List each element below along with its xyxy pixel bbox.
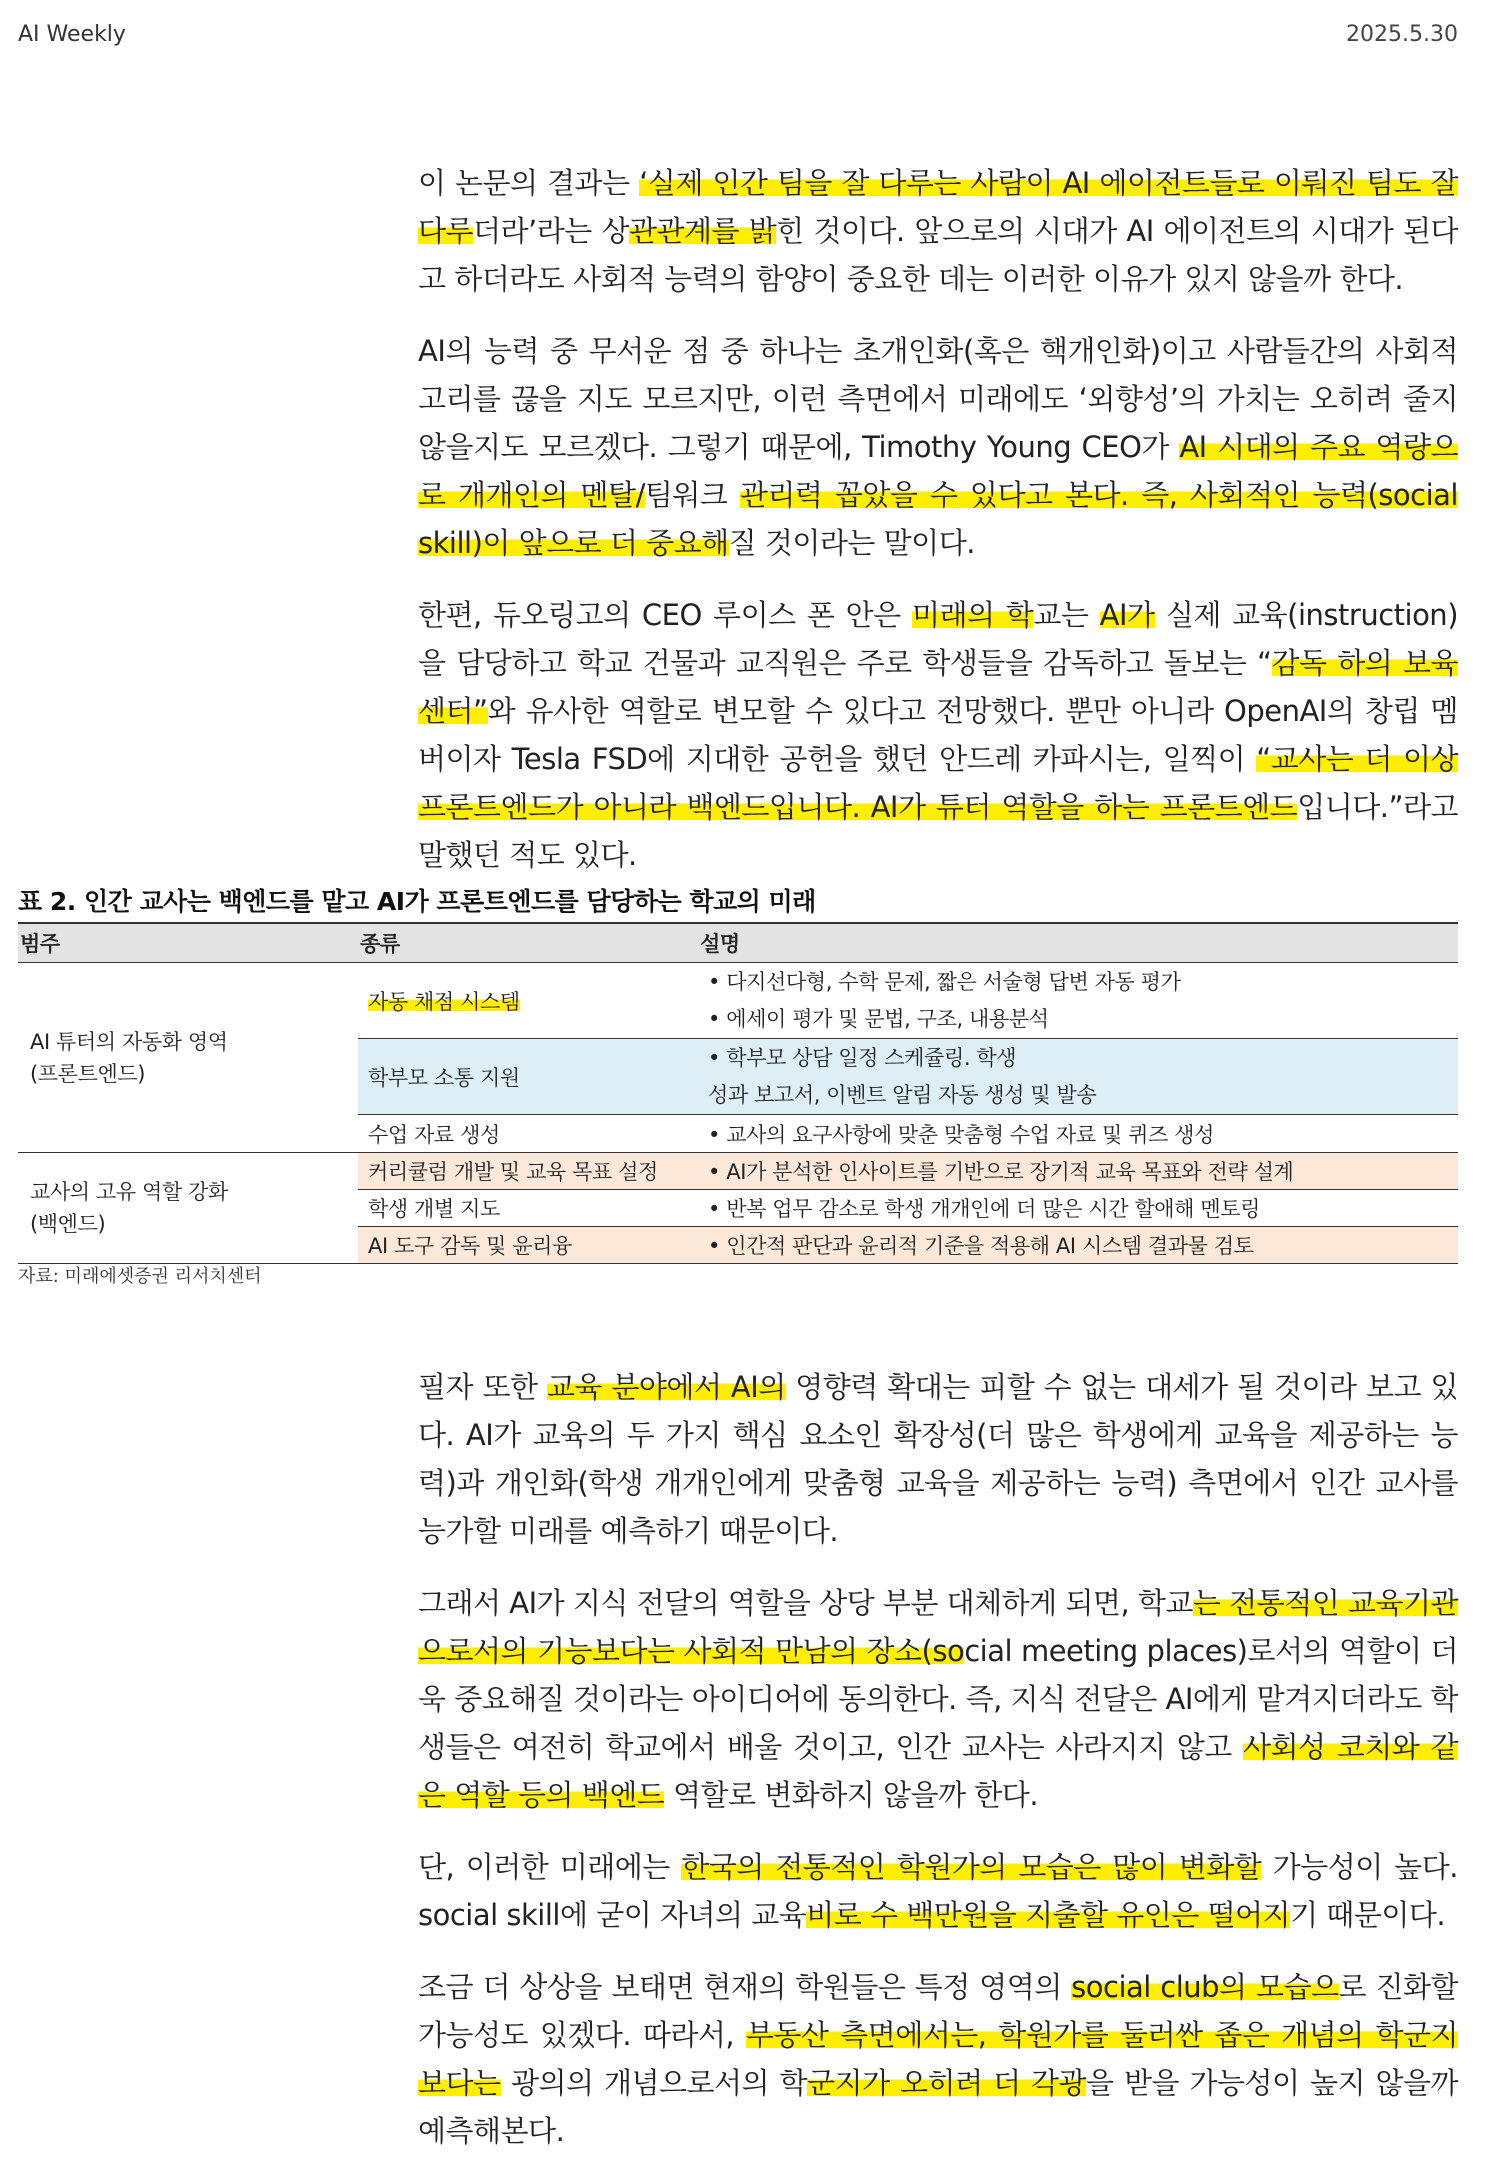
highlighted-text: 교육 분야에서 AI의 — [546, 1370, 786, 1404]
highlighted-text: 관리력 꼽았을 수 있다고 본다. 즉, 사회적인 능력(social skill)이 앞으로 더 중요해 — [418, 478, 1458, 560]
highlighted-text: AI 시대의 주요 역량으로 개개인의 멘탈/ — [418, 430, 1458, 512]
desc-cell: • AI가 분석한 인사이트를 기반으로 장기적 교육 목표와 전략 설계 — [698, 1153, 1458, 1190]
highlighted-text: ‘실제 인간 팀을 잘 다루는 사람이 AI 에이전트들로 이뤄진 팀도 잘 다루 — [418, 166, 1458, 248]
kind-cell: 학부모 소통 지원 — [358, 1039, 698, 1115]
highlighted-text: “교사는 더 이상 프론트엔드가 아니라 백엔드입니다. AI가 튜터 역할을 하는 프론트엔드 — [418, 742, 1459, 824]
outro-body — [418, 1363, 1458, 2179]
highlighted-text: AI가 — [1099, 598, 1155, 632]
paragraph — [418, 591, 1458, 879]
text-run: 이 논문의 결과는 — [418, 166, 640, 200]
text-run: 힌 것이다. 앞으로의 시대가 AI 에이전트의 시대가 된다고 하더라도 사회적 능력의 함양이 중요한 데는 이러한 이유가 있지 않을까 한다. — [418, 214, 1458, 296]
table-row — [18, 963, 1458, 1039]
paragraph — [418, 1579, 1458, 1819]
text-run: cial meeting places)로서의 역할이 더욱 중요해질 것이라는 아이디어에 동의한다. 즉, 지식 전달은 AI에게 맡겨지더라도 학생들은 여전히 학교에서 배울 것이고, 인간 교사는 사라지지 않고 — [418, 1634, 1458, 1764]
kind-cell: 커리큘럼 개발 및 교육 목표 설정 — [358, 1153, 698, 1190]
table-source: 자료: 미래에셋증권 리서치센터 — [18, 1266, 262, 1287]
text-run: 영향력 확대는 피할 수 없는 대세가 될 것이라 보고 있다. AI가 교육의 두 가지 핵심 요소인 확장성(더 많은 학생에게 교육을 제공하는 능력)과 개인화(학생 개개인에게 맞춤형 교육을 제공하는 능력) 측면에서 인간 교사를 능가할 미래를 예측하기 때문이다. — [418, 1370, 1458, 1548]
table-row — [18, 1153, 1458, 1190]
highlighted-text: 감독 하의 보육 센터” — [418, 646, 1458, 728]
text-run: 가능성이 높다. social skill에 굳이 자녀의 교육 — [418, 1850, 1458, 1932]
desc-cell: • 반복 업무 감소로 학생 개개인에 더 많은 시간 할애해 멘토링 — [698, 1190, 1458, 1227]
desc-cell: • 교사의 요구사항에 맞춘 맞춤형 수업 자료 및 퀴즈 생성 — [698, 1115, 1458, 1153]
highlighted-text: 는 전통적인 교육기관으로서의 기능보다는 사회적 만남의 장소(so — [418, 1586, 1458, 1668]
text-run: 더라’라는 상 — [473, 214, 630, 248]
text-run: 그래서 AI가 지식 전달의 역할을 상당 부분 대체하게 되면, 학교 — [418, 1586, 1193, 1620]
highlighted-text: 부동산 측면에서는, 학원가를 둘러싼 좁은 개념의 학군지보다는 — [418, 2018, 1458, 2100]
text-run: AI의 능력 중 무서운 점 중 하나는 초개인화(혹은 핵개인화)이고 사람들간의 사회적 고리를 끊을 지도 모르지만, 이런 측면에서 미래에도 ‘외향성’의 가치는 오히려 줄지 않을지도 모르겠다. 그렇기 때문에, Timothy Young CEO가 — [418, 334, 1458, 464]
category-backend: 교사의 고유 역할 강화 (백엔드) — [18, 1153, 358, 1264]
highlighted-text: 미래의 학 — [911, 598, 1034, 632]
text-run: 팀워크 — [644, 478, 740, 512]
kind-cell: AI 도구 감독 및 윤리융 — [358, 1227, 698, 1264]
text-run: 기 때문이다. — [1290, 1898, 1446, 1932]
header-kind: 종류 — [358, 923, 698, 963]
text-run: 와 유사한 역할로 변모할 수 있다고 전망했다. 뿐만 아니라 OpenAI의 창립 멤버이자 Tesla FSD에 지대한 공헌을 했던 안드레 카파시는, 일찍이 — [418, 694, 1458, 776]
desc-cell: • 학부모 상담 일정 스케쥴링. 학생 성과 보고서, 이벤트 알림 자동 생성 및 발송 — [698, 1039, 1458, 1115]
paragraph — [418, 1843, 1458, 1939]
comparison-table — [18, 922, 1458, 1264]
text-run: 질 것이라는 말이다. — [728, 526, 975, 560]
text-run: 필자 또한 — [418, 1370, 547, 1404]
publication-date: 2025.5.30 — [1346, 22, 1458, 47]
highlighted-text: 비로 수 백만원을 지출할 유인은 떨어지 — [806, 1898, 1291, 1932]
table-title: 표 2. 인간 교사는 백엔드를 맡고 AI가 프론트엔드를 담당하는 학교의 미래 — [18, 887, 816, 916]
text-run: 로 진화할 가능성도 있겠다. 따라서, — [418, 1970, 1459, 2052]
text-run: 역할로 변화하지 않을까 한다. — [664, 1778, 1039, 1812]
header-description: 설명 — [698, 923, 1458, 963]
text-run: 실제 교육(instruction)을 담당하고 학교 건물과 교직원은 주로 학생들을 감독하고 돌보는 “ — [418, 598, 1459, 680]
paragraph — [418, 1363, 1458, 1555]
highlighted-text: 관관계를 밝 — [629, 214, 777, 248]
paragraph — [418, 1963, 1458, 2155]
paragraph — [418, 327, 1458, 567]
publication-title: AI Weekly — [18, 22, 126, 47]
text-run: 교는 — [1033, 598, 1100, 632]
highlighted-text: 한국의 전통적인 학원가의 모습은 많이 변화할 — [681, 1850, 1262, 1884]
paragraph — [418, 159, 1458, 303]
text-run: 단, 이러한 미래에는 — [418, 1850, 682, 1884]
intro-body — [418, 159, 1458, 903]
header-category: 범주 — [18, 923, 358, 963]
text-run: 한편, 듀오링고의 CEO 루이스 폰 안은 — [418, 598, 912, 632]
desc-cell: • 인간적 판단과 윤리적 기준을 적용해 AI 시스템 결과물 검토 — [698, 1227, 1458, 1264]
kind-cell: 학생 개별 지도 — [358, 1190, 698, 1227]
kind-cell: 자동 채점 시스템 — [358, 963, 698, 1039]
kind-cell: 수업 자료 생성 — [358, 1115, 698, 1153]
text-run: 광의의 개념으로서의 학 — [500, 2066, 808, 2100]
highlighted-text: 군지가 오히려 더 각광 — [807, 2066, 1087, 2100]
text-run: 입니다.”라고 말했던 적도 있다. — [418, 790, 1458, 872]
category-frontend: AI 튜터의 자동화 영역 (프론트엔드) — [18, 963, 358, 1153]
text-run: 을 받을 가능성이 높지 않을까 예측해본다. — [418, 2066, 1459, 2148]
highlighted-text: 사회성 코치와 같은 역할 등의 백엔드 — [418, 1730, 1458, 1812]
text-run: 조금 더 상상을 보태면 현재의 학원들은 특정 영역의 — [418, 1970, 1072, 2004]
highlighted-text: social club의 모습으 — [1071, 1970, 1339, 2004]
desc-cell: • 다지선다형, 수학 문제, 짧은 서술형 답변 자동 평가 • 에세이 평가 및 문법, 구조, 내용분석 — [698, 963, 1458, 1039]
